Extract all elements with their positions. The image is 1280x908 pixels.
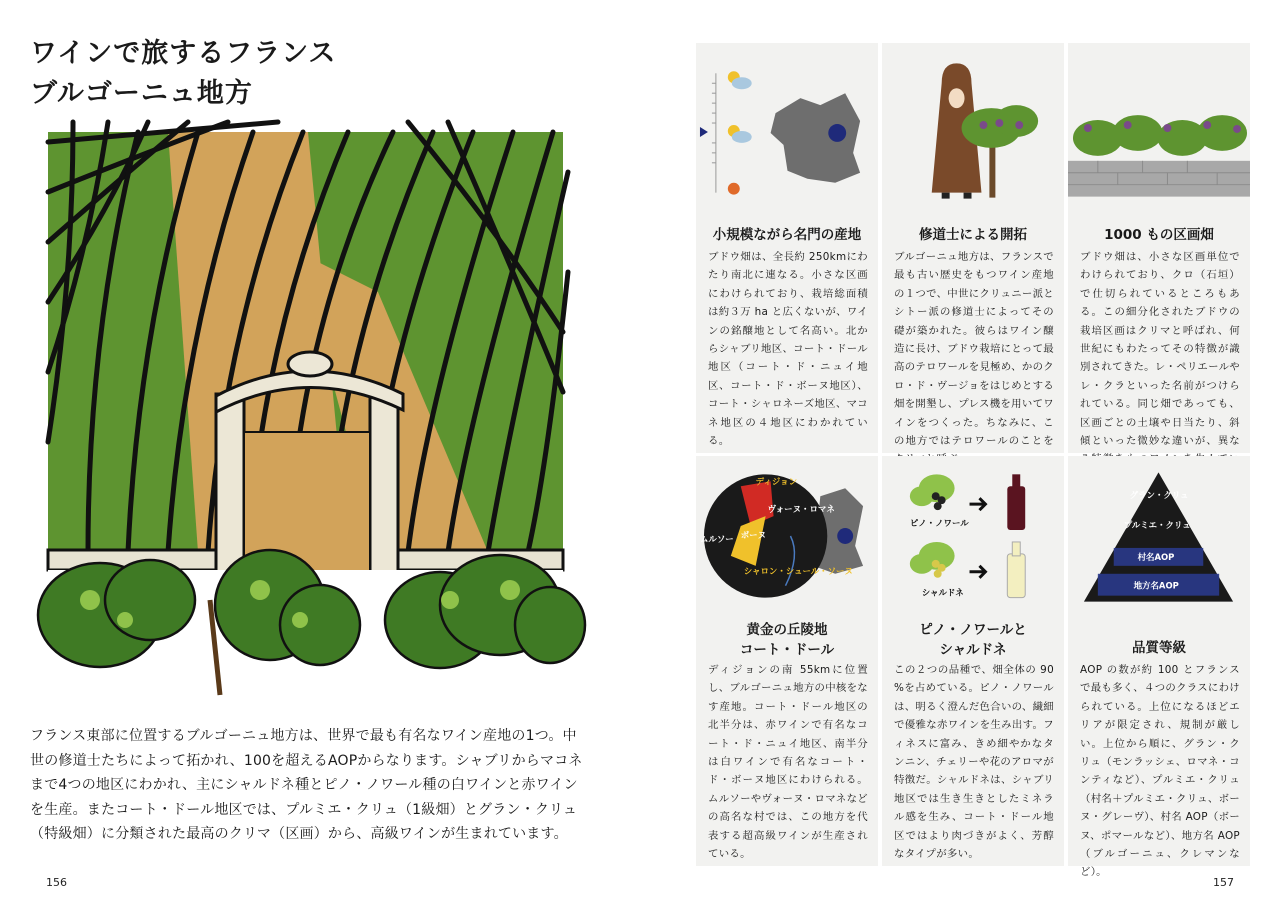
panel-title [704,620,870,660]
panel-pinot-chardonnay [882,456,1064,866]
panel-body: ディジョンの南 55kmに位置し、ブルゴーニュ地方の中核をなす産地。コート・ドール地区の北半分は、赤ワインで有名なコート・ド・ニュイ地区、南半分は白ワインで有名なコート・ド・ボーヌ地区にわけられる。ムルソーやヴォーヌ・ロマネなどの高名な村では、この地方を代表する超高級ワインが生産されている。 [708,664,868,861]
panel-title: 1000 もの区画畑 [1104,227,1214,243]
pyramid-level-grand-cru: グラン・クリュ [1129,490,1189,501]
map-label-meursault: ムルソー [699,533,734,544]
panel-illustration [696,43,878,213]
france-map-weather-icon [696,43,878,213]
vines-and-stone-wall-icon [1068,43,1250,213]
page-number-left: 156 [46,876,67,889]
panel-cote-dor [696,456,878,866]
panel-body: ブドウ畑は、小さな区画単位でわけられており、クロ（石垣）で仕切られているところもある。この細分化されたブドウの栽培区画はクリマと呼ばれ、何世紀にもわたってその特徴が識別されてきた。レ・ペリエールやレ・クラといった名前がつけられている。同じ畑であっても、区画ごとの土壌や日当たり、斜傾といった微妙な違いが、異な [1080,251,1240,448]
panel-title: 品質等級 [1132,640,1186,656]
vine-shrubs-illustration [30,540,590,700]
title-line-1: ワインで旅するフランス [30,38,337,69]
grape-label-pinot-noir: ピノ・ノワール [909,518,969,529]
panel-illustration [1068,456,1250,612]
panel-illustration [1068,43,1250,213]
panel-illustration [882,456,1064,612]
panel-small-famous-region [696,43,878,453]
panel-monks [882,43,1064,453]
grape-label-chardonnay: シャルドネ [921,587,964,598]
panel-title-line-2: シャルドネ [939,642,1007,658]
panel-body: AOP の数が約 100 とフランスで最も多く、４つのクラスにわけられている。上位になるほどエリアが限定され、規制が厳しい。上位から順に、グラン・クリュ（モンラッシェ、ロマネ・コンティなど）、プルミエ・クリュ（村名＋プルミエ・クリュ、ボーヌ・グレーヴ）、村名 AOP（ボーヌ、ポマールなど）、地方名 AOP（ブルゴーニュ、クレマンなど）。 [1080,664,1240,879]
panel-quality-classes [1068,456,1250,879]
pyramid-level-village-aop: 村名AOP [1137,551,1175,562]
panel-illustration [882,43,1064,213]
map-label-beaune: ボーヌ [740,529,767,540]
panel-title: 小規模ながら名門の産地 [712,227,862,243]
grapes-to-bottles-icon [882,456,1064,612]
panel-title-line-2: コート・ドール [739,642,835,658]
cote-dor-map-icon [696,456,878,612]
page-title [30,34,336,114]
panel-body: ブドウ畑は、全長約 250kmにわたり南北に連なる。小さな区画にわけられており、栽培総面積は約３万 ha と広くないが、ワインの銘醸地として名高い。北からシャブリ地区、コート・ドール地区（コート・ド・ニュイ地区、コート・ド・ボーヌ地区）、コート・シャロネーズ地区、マコネ地区の４地区にわかれている。 [708,251,868,448]
panel-title-line-1: 黄金の丘陵地 [746,622,828,638]
pyramid-level-regional-aop: 地方名AOP [1133,580,1179,591]
info-panels-grid [696,43,1250,879]
map-label-vosne-romanee: ヴォーヌ・ロマネ [767,504,835,515]
title-line-2: ブルゴーニュ地方 [30,78,253,109]
intro-paragraph: フランス東部に位置するブルゴーニュ地方は、世界で最も有名なワイン産地の1つ。中世の修道士たちによって拓かれ、100を超えるAOPからなります。シャブリからマコネまで4つの地区にわかれ、主にシャルドネ種とピノ・ノワール種の白ワインと赤ワインを生産。またコート・ドール地区では、プルミエ・クリュ（1級畑）とグラン・クリュ（特級畑）に分類された最高のクリマ（区画）から、高級ワインが生まれています。 [30,728,583,842]
panel-body: ブルゴーニュ地方は、フランスで最も古い歴史をもつワイン産地の１つで、中世にクリュニー派とシトー派の修道士によってその礎が築かれた。彼らはワイン醸造に長け、ブドウ栽培にとって最高のテロワールを見極め、かのクロ・ド・ヴージョをはじめとする畑を開墾し、プレス機を用いてワインをつくった。ちなみに、この地方ではテロワールのことを [894,251,1054,448]
panel-title [890,620,1056,660]
pyramid-level-premier-cru: プルミエ・クリュ [1123,520,1191,531]
map-label-chalon: シャロン・シュール・ソーヌ [743,565,853,576]
monk-and-vine-icon [882,43,1064,213]
panel-title: 修道士による開拓 [919,227,1027,243]
panel-illustration [696,456,878,612]
panel-title-line-1: ピノ・ノワールと [919,622,1027,638]
map-label-dijon: ディジョン [755,476,798,487]
page-number-right: 157 [1213,876,1234,889]
panel-1000-plots [1068,43,1250,453]
right-page [640,0,1280,908]
quality-pyramid-icon [1068,456,1250,612]
panel-body: この２つの品種で、畑全体の 90 %を占めている。ピノ・ノワールは、明るく澄んだ色合いの、繊細で優雅な赤ワインを生み出す。フィネスに富み、きめ細やかなタンニン、チェリーや花のアロマが特徴だ。シャルドネは、シャブリ地区では生き生きとしたミネラル感を生み、コート・ドール地区ではより肉づきがよく、芳醇なタイプが多い。 [894,664,1054,861]
